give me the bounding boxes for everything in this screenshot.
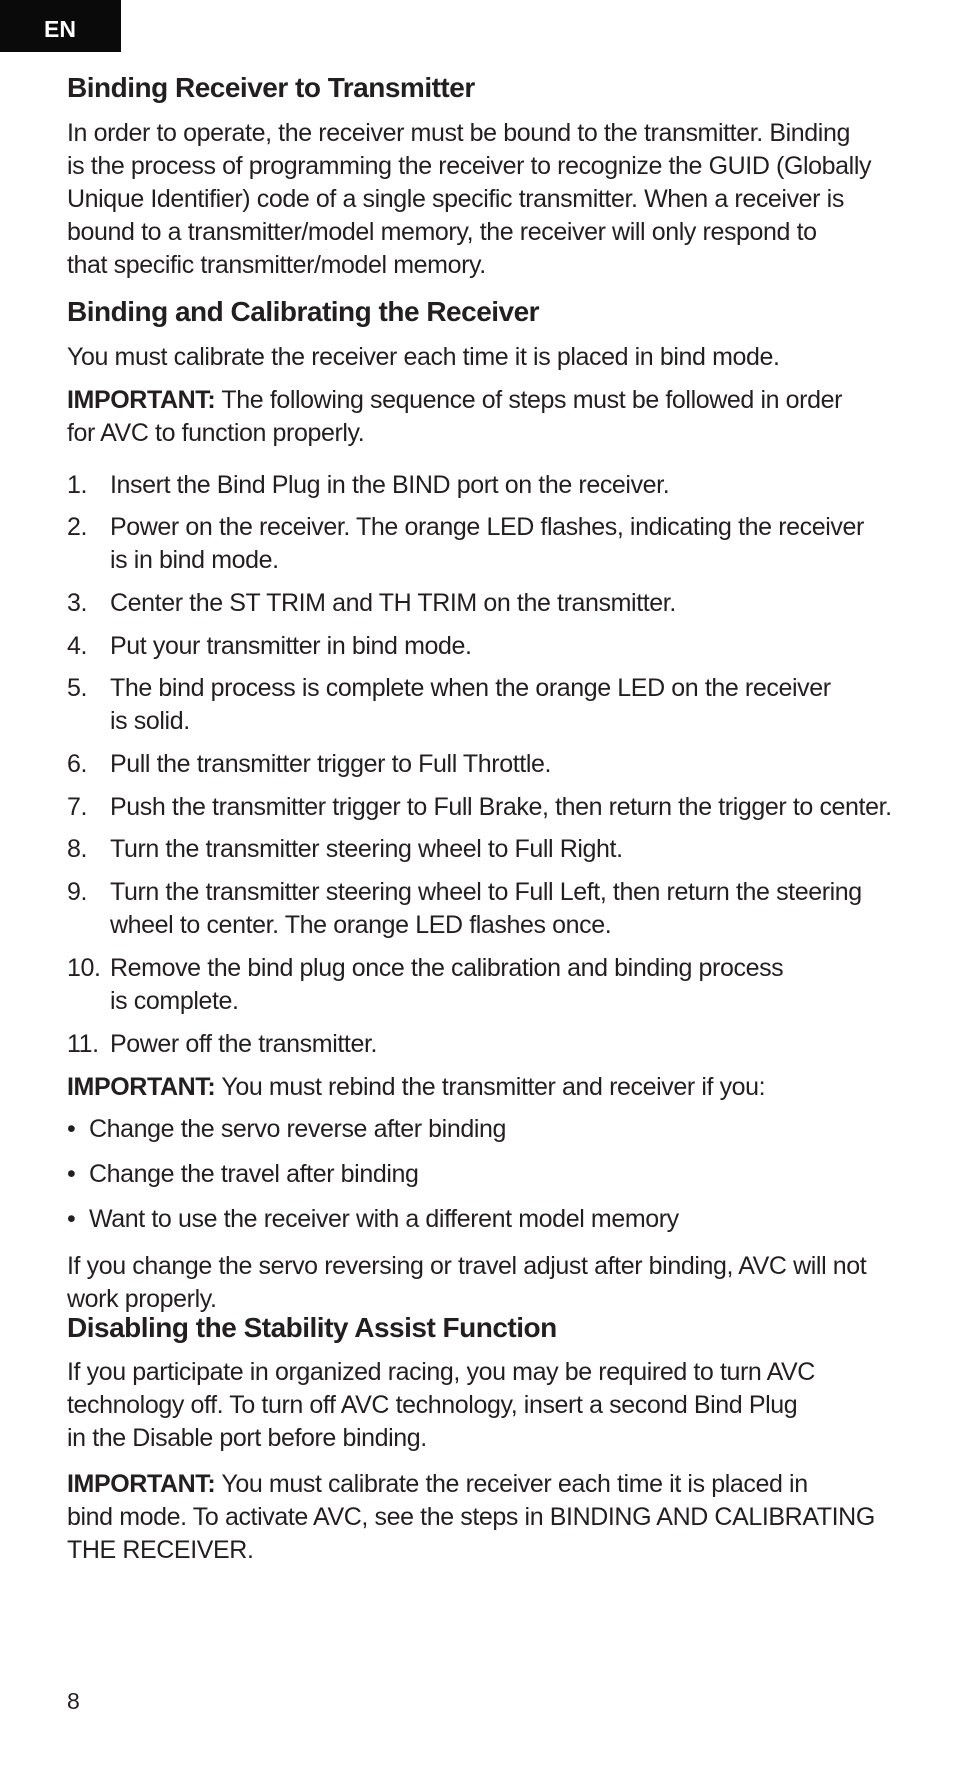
step-number: 6. — [67, 750, 88, 778]
disabling-paragraph — [67, 1356, 887, 1455]
important-note-sequence — [67, 384, 887, 450]
important-label: IMPORTANT: — [67, 1470, 216, 1498]
step-text: Put your transmitter in bind mode. — [110, 632, 472, 660]
bullet-icon: • — [67, 1205, 76, 1233]
step-text: Remove the bind plug once the calibration and binding process is complete. — [110, 954, 784, 1015]
step-number: 8. — [67, 835, 88, 863]
text-line: In order to operate, the receiver must be bound to the transmitter. Binding — [67, 119, 850, 147]
language-tab: EN — [0, 0, 121, 52]
text-line: THE RECEIVER. — [67, 1536, 254, 1564]
text-line: bind mode. To activate AVC, see the steps in BINDING AND CALIBRATING — [67, 1503, 875, 1531]
step-number: 11. — [67, 1030, 99, 1058]
text-line: If you participate in organized racing, you may be required to turn AVC — [67, 1358, 815, 1386]
step-number: 9. — [67, 878, 88, 906]
step-text: Turn the transmitter steering wheel to Full Right. — [110, 835, 623, 863]
text-line: Unique Identifier) code of a single specific transmitter. When a receiver is — [67, 185, 844, 213]
important-label: IMPORTANT: — [67, 386, 216, 414]
bullet-icon: • — [67, 1115, 76, 1143]
list-item-text: Change the servo reverse after binding — [89, 1115, 507, 1143]
calibrate-intro — [67, 341, 887, 374]
text-line: bound to a transmitter/model memory, the receiver will only respond to — [67, 218, 817, 246]
text-line — [67, 1071, 887, 1104]
step-text: Turn the transmitter steering wheel to Full Left, then return the steering wheel to center. The orange LED flashes once. — [110, 878, 862, 939]
text-line: work properly. — [67, 1285, 217, 1313]
step-number: 1. — [67, 471, 88, 499]
text-line: is the process of programming the receiver to recognize the GUID (Globally — [67, 152, 872, 180]
text-line: If you change the servo reversing or travel adjust after binding, AVC will not — [67, 1252, 867, 1280]
text-line — [67, 1468, 887, 1501]
step-number: 10. — [67, 954, 101, 982]
bullet-icon: • — [67, 1160, 76, 1188]
step-text: Power off the transmitter. — [110, 1030, 378, 1058]
step-number: 3. — [67, 589, 88, 617]
list-item-text: Change the travel after binding — [89, 1160, 419, 1188]
heading-binding-receiver: Binding Receiver to Transmitter — [67, 72, 475, 103]
text-line — [67, 384, 887, 417]
text-line: for AVC to function properly. — [67, 419, 365, 447]
closing-note — [67, 1250, 887, 1316]
step-text: Push the transmitter trigger to Full Brake, then return the trigger to center. — [110, 793, 892, 821]
list-item-text: Want to use the receiver with a different model memory — [89, 1205, 679, 1233]
step-text: Pull the transmitter trigger to Full Throttle. — [110, 750, 552, 778]
step-text: Insert the Bind Plug in the BIND port on the receiver. — [110, 471, 670, 499]
important-label: IMPORTANT: — [67, 1073, 216, 1101]
important-note-rebind — [67, 1071, 887, 1104]
text-line: in the Disable port before binding. — [67, 1424, 427, 1452]
important-note-avc — [67, 1468, 887, 1567]
step-text: Power on the receiver. The orange LED flashes, indicating the receiver is in bind mode. — [110, 513, 864, 574]
step-number: 2. — [67, 513, 88, 541]
text-line: that specific transmitter/model memory. — [67, 251, 486, 279]
text-line: technology off. To turn off AVC technology, insert a second Bind Plug — [67, 1391, 798, 1419]
important-text: You must rebind the transmitter and receiver if you: — [215, 1073, 766, 1101]
text-line: You must calibrate the receiver each time it is placed in bind mode. — [67, 343, 780, 371]
important-text: The following sequence of steps must be followed in order — [215, 386, 843, 414]
binding-paragraph — [67, 117, 887, 282]
step-number: 7. — [67, 793, 88, 821]
step-text: The bind process is complete when the orange LED on the receiver is solid. — [110, 674, 831, 735]
page-number: 8 — [67, 1688, 80, 1714]
step-text: Center the ST TRIM and TH TRIM on the transmitter. — [110, 589, 676, 617]
step-number: 4. — [67, 632, 88, 660]
heading-binding-calibrating: Binding and Calibrating the Receiver — [67, 296, 540, 327]
heading-disabling: Disabling the Stability Assist Function — [67, 1312, 557, 1343]
step-number: 5. — [67, 674, 88, 702]
important-text: You must calibrate the receiver each time it is placed in — [215, 1470, 808, 1498]
